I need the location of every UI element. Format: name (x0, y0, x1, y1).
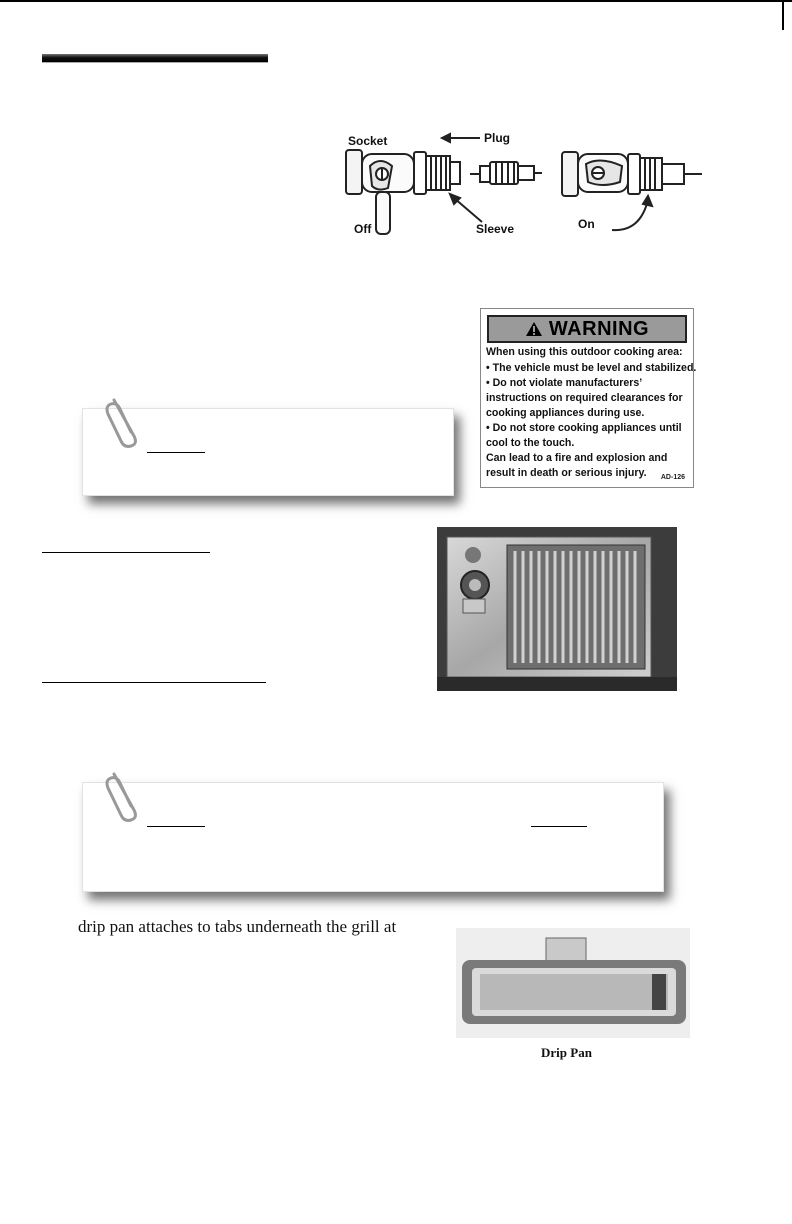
warning-line: instructions on required clearances for (486, 392, 683, 404)
warning-triangle-icon (525, 321, 543, 337)
grill-photo (437, 527, 677, 691)
warning-line: result in death or serious injury. (486, 467, 647, 479)
section-header-bar (42, 54, 268, 63)
off-label: Off (354, 222, 372, 236)
plug-label: Plug (484, 131, 510, 145)
on-label: On (578, 217, 595, 231)
warning-code: AD-126 (660, 474, 685, 481)
note-label-underline (147, 452, 205, 453)
note-label-underline (531, 826, 587, 827)
paperclip-icon (104, 766, 144, 822)
drip-pan-photo (456, 928, 690, 1038)
warning-header (487, 315, 687, 343)
warning-line: • Do not violate manufacturers’ (486, 377, 643, 389)
heading-underline (42, 682, 266, 683)
note-callout (82, 782, 664, 892)
socket-label: Socket (348, 134, 388, 148)
heading-underline (42, 552, 210, 553)
warning-line: cool to the touch. (486, 437, 575, 449)
warning-line: Can lead to a fire and explosion and (486, 452, 668, 464)
top-edge-rule (0, 0, 792, 2)
note-label-underline (147, 826, 205, 827)
sleeve-label: Sleeve (476, 222, 515, 236)
warning-header-text: WARNING (548, 317, 650, 340)
warning-label (480, 308, 697, 488)
warning-line: • Do not store cooking appliances until (486, 422, 682, 434)
warning-line: cooking appliances during use. (486, 407, 645, 419)
warning-line: • The vehicle must be level and stabilized. (486, 362, 697, 374)
drip-pan-paragraph: drip pan attaches to tabs underneath the grill at (78, 917, 397, 936)
drip-pan-caption: Drip Pan (541, 1045, 592, 1060)
top-edge-tick (782, 0, 784, 30)
paperclip-icon (104, 392, 144, 448)
warning-line: When using this outdoor cooking area: (486, 346, 683, 358)
